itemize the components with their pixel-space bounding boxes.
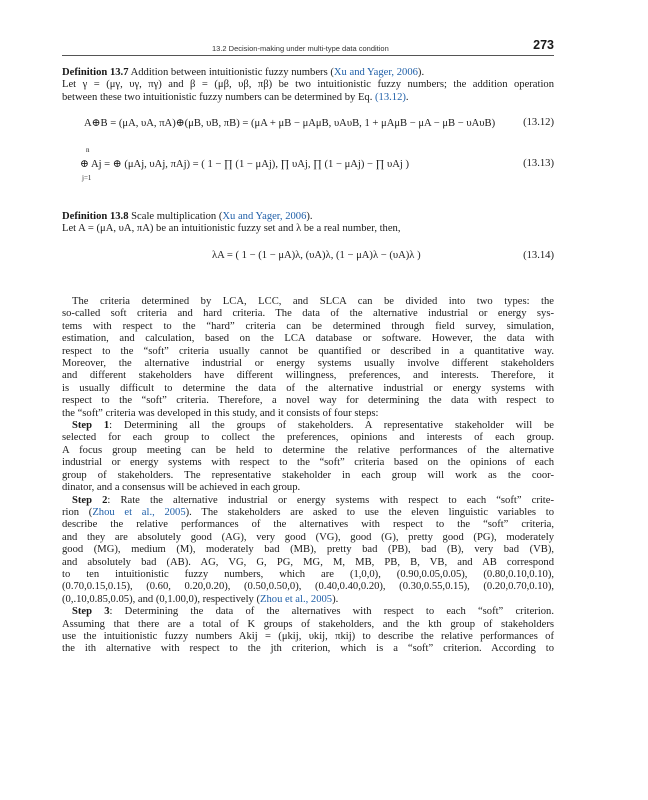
- equation-13-13-number: (13.13): [523, 158, 554, 169]
- step-1-line: A focus group meeting can be held to determine the relative performances of the alternative: [62, 444, 554, 456]
- line-text-end: .: [405, 91, 409, 103]
- step-1-line: [62, 420, 554, 432]
- step-1-line: selected for each group to collect the preferences, opinions and interests of each group.: [62, 432, 554, 444]
- line-text: between these two intuitionistic fuzzy numbers can be determined by Eq.: [62, 91, 376, 103]
- step-3-line: Assuming that there are a total of K groups of stakeholders, and the kth group of stakeholders: [62, 618, 554, 630]
- inline-math: Akij = (μkij, υkij, πkij): [238, 630, 356, 642]
- step-text: : Rate the alternative industrial or energy systems with respect to each “soft” crite-: [107, 494, 554, 506]
- step-2-line: [62, 594, 554, 606]
- definition-13-7-line1: Let γ = (μγ, υγ, πγ) and β = (μβ, υβ, πβ) be two intuitionistic fuzzy numbers; the addition operation: [62, 79, 554, 91]
- equation-13-12: [62, 117, 554, 133]
- paragraph-line: is usually difficult to determine the data of the alternative industrial or energy systems with: [62, 382, 554, 394]
- equation-13-14: [62, 250, 554, 270]
- definition-13-7-line2: [62, 92, 554, 104]
- step-2-line: and they are absolutely good (AG), very good (VG), good (G), pretty good (PG), moderately: [62, 531, 554, 543]
- citation-link[interactable]: Xu and Yager, 2006: [222, 211, 307, 222]
- citation-link[interactable]: Zhou et al., 2005: [92, 506, 186, 518]
- step-text: use the intuitionistic fuzzy numbers: [62, 630, 239, 642]
- step-text: (0,.10,0.85,0.05), and (0,1.00,0), respectively (: [62, 593, 260, 605]
- citation-link[interactable]: Xu and Yager, 2006: [333, 67, 418, 78]
- paragraph-criteria: [62, 296, 554, 656]
- step-text: ). The stakeholders are asked to use the eleven linguistic variables to: [185, 506, 554, 518]
- step-2-line: to ten intuitionistic fuzzy numbers, which are (1,0,0), (0.90,0.05,0.05), (0.80,0.10,0.10),: [62, 568, 554, 580]
- definition-13-8-heading: [62, 211, 554, 223]
- step-3-line: [62, 631, 554, 643]
- equation-13-13: [62, 146, 554, 188]
- step-label: Step 2: [72, 494, 108, 506]
- step-2-line: describe the relative performances of the alternatives with respect to the “soft” criteria,: [62, 519, 554, 531]
- paragraph-line: estimation, and calculation, based on the LCA database or software. However, the data with: [62, 333, 554, 345]
- step-text: to describe the relative performances of: [355, 630, 554, 642]
- definition-13-8-line1: Let A = (μA, υA, πA) be an intuitionistic fuzzy set and λ be a real number, then,: [62, 223, 401, 235]
- paragraph-line: respect to the “soft” criteria. Therefore, a novel way for determining the data with respect to: [62, 395, 554, 407]
- page-number: 273: [533, 38, 554, 52]
- step-2-line: and absolutely bad (AB). AG, VG, G, PG, MG, M, MB, PB, B, VB, and AB correspond: [62, 556, 554, 568]
- step-text: : Determining all the groups of stakeholders. A representative stakeholder will be: [109, 420, 554, 432]
- step-2-line: [62, 495, 554, 507]
- definition-13-7: [62, 67, 554, 104]
- paragraph-line: Moreover, the alternative industrial or energy systems usually involve different stakeholders: [62, 358, 554, 370]
- definition-title-end: ).: [306, 211, 313, 222]
- step-2-line: [62, 507, 554, 519]
- paragraph-line: tems with respect to the “hard” criteria can be determined through field survey, simulation,: [62, 320, 554, 332]
- definition-label: Definition 13.7: [62, 67, 129, 78]
- definition-title: Scale multiplication (: [128, 211, 223, 222]
- step-text: ).: [332, 593, 339, 605]
- step-label: Step 1: [72, 420, 110, 432]
- definition-title: Addition between intuitionistic fuzzy numbers (: [128, 67, 334, 78]
- equation-13-14-number: (13.14): [523, 250, 554, 261]
- step-text: rion (: [62, 506, 93, 518]
- equation-link[interactable]: (13.12): [375, 91, 406, 103]
- limit-bottom: j=1: [82, 174, 92, 182]
- step-2-line: (0.70,0.15,0.15), (0.60, 0.20,0.20), (0.50,0.50,0), (0.40,0.40,0.20), (0.30,0.55,0.15), (0.20,0.70,0.10),: [62, 581, 554, 593]
- paragraph-line: so-called soft criteria and hard criteria. The data of the alternative industrial or energy sys-: [62, 308, 554, 320]
- paragraph-line: the “soft” criteria was developed in this study, and it consists of four steps:: [62, 407, 379, 419]
- equation-13-14-body: λA = ( 1 − (1 − μA)λ, (υA)λ, (1 − μA)λ − (υA)λ ): [212, 250, 421, 261]
- running-header: [62, 38, 554, 58]
- equation-13-12-body: A⊕B = (μA, υA, πA)⊕(μB, υB, πB) = (μA + μB − μAμB, υAυB, 1 + μAμB − μA − μB − υAυB): [84, 118, 496, 129]
- step-label: Step 3: [72, 606, 110, 618]
- definition-title-end: ).: [417, 67, 425, 78]
- equation-13-12-number: (13.12): [523, 117, 554, 128]
- citation-link[interactable]: Zhou et al., 2005: [260, 593, 333, 605]
- step-2-line: good (MG), medium (M), moderately bad (MB), pretty bad (PB), bad (B), very bad (VB),: [62, 544, 554, 556]
- equation-13-13-body: ⊕ Aj = ⊕ (μAj, υAj, πAj) = ( 1 − ∏ (1 − μAj), ∏ υAj, ∏ (1 − μAj) − ∏ υAj ): [80, 159, 410, 170]
- header-rule: [62, 55, 554, 56]
- paragraph-line: and different stakeholders have different willingness, preferences, and interests. Therefore, it: [62, 370, 554, 382]
- paragraph-line: respect to the “soft” criteria usually cannot be quantified or described in a quantitative way.: [62, 345, 554, 357]
- definition-label: Definition 13.8: [62, 211, 129, 222]
- step-3-line: the ith alternative with respect to the jth criterion, which is a “soft” criterion. According to: [62, 643, 554, 655]
- step-text: : Determining the data of the alternatives with respect to each “soft” criterion.: [109, 606, 554, 618]
- step-1-line: dinator, and a consensus will be achieved in each group.: [62, 482, 301, 494]
- step-1-line: industrial or energy systems with respect to the “soft” criteria based on the opinions of each: [62, 457, 554, 469]
- definition-13-8: [62, 211, 554, 236]
- limit-top: n: [86, 146, 90, 154]
- running-title: 13.2 Decision-making under multi-type data condition: [212, 44, 389, 53]
- definition-13-7-heading: [62, 67, 554, 79]
- step-3-line: [62, 606, 554, 618]
- paragraph-line: The criteria determined by LCA, LCC, and SLCA can be divided into two types: the: [72, 296, 554, 307]
- step-1-line: group of stakeholders. The representative stakeholder in each group will work as the coor-: [62, 469, 554, 481]
